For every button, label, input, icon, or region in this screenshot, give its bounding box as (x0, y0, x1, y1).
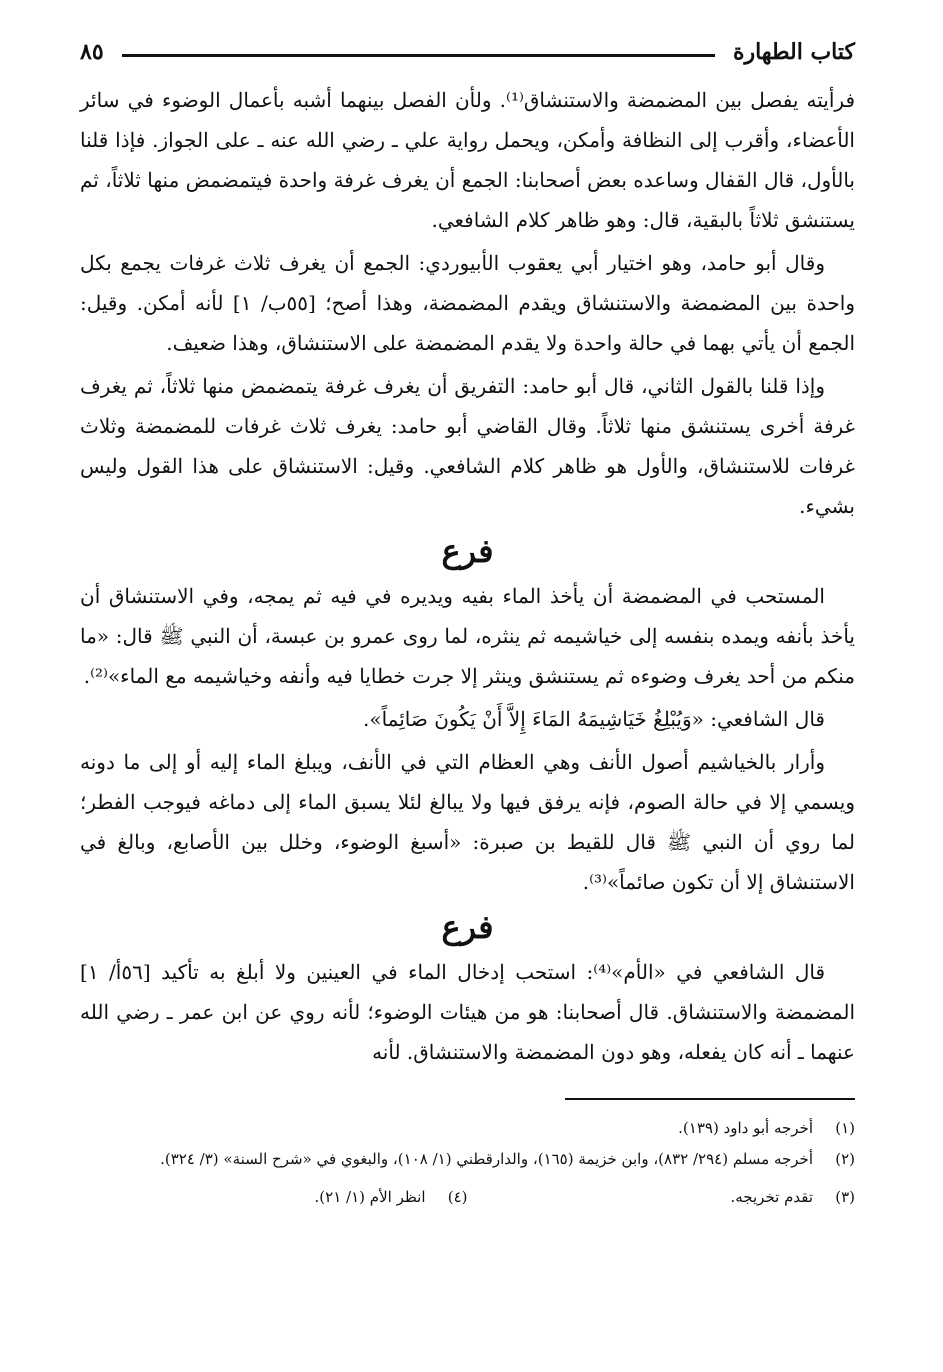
footnote (80, 1182, 468, 1212)
footnote-text: أخرجه مسلم (٢٩٤/ ٨٣٢)، وابن خزيمة (١٦٥)، والدارقطني (١/ ١٠٨)، والبغوي في «شرح السنة» (٣/ ٣٢٤). (160, 1150, 813, 1168)
body-paragraph: المستحب في المضمضة أن يأخذ الماء بفيه ويديره في فيه ثم يمجه، وفي الاستنشاق أن يأخذ بأنفه ويمده بنفسه إلى خياشيمه ثم ينثره، لما روى عمرو بن عبسة، أن النبي ﷺ قال: «ما منكم من أحد يغرف وضوءه ثم يستنشق وينثر إلا جرت خطايا فيه وأنفه وخياشيمه مع الماء»⁽²⁾. (80, 584, 855, 688)
body-paragraph: وأرار بالخياشيم أصول الأنف وهي العظام التي في الأنف، ويبلغ الماء إليه أو إلى ما دونه ويسمي إلا في حالة الصوم، فإنه يرفق فيها ولا يبالغ لئلا يسبق الماء إلى دماغه فيوجب الفطر؛ لما روي أن النبي ﷺ قال للقيط بن صبرة: «أسبغ الوضوء، وخلل بين الأصابع، وبالغ في الاستنشاق إلا أن تكون صائماً»⁽³⁾. (80, 750, 855, 894)
footnote-text: انظر الأم (١/ ٢١). (314, 1188, 426, 1206)
body-paragraph: قال الشافعي: «وَيُبْلِغُ خَيَاشِيمَهُ المَاءَ إِلاَّ أَنْ يَكُونَ صَائِماً». (362, 707, 825, 731)
footnote-rule (565, 1098, 855, 1100)
footnote-pair (80, 1182, 855, 1212)
footnote-number: (١) (835, 1119, 855, 1137)
body-paragraph: وقال أبو حامد، وهو اختيار أبي يعقوب الأبيوردي: الجمع أن يغرف ثلاث غرفات يجمع بكل واحدة بين المضمضة والاستنشاق ويقدم المضمضة، وهذا أصح؛ [٥٥ب/ ١] لأنه أمكن. وقيل: الجمع أن يأتي بهما في حالة واحدة ولا يقدم المضمضة على الاستنشاق، وهذا ضعيف. (80, 251, 855, 355)
footnote (80, 1114, 855, 1143)
section-heading: فرع (441, 908, 494, 946)
book-title: كتاب الطهارة (732, 39, 855, 65)
footnote-number: (٤) (447, 1188, 468, 1206)
page-number: ٨٥ (80, 39, 104, 65)
footnote-text: أخرجه أبو داود (١٣٩). (678, 1119, 813, 1137)
body-paragraph: فرأيته يفصل بين المضمضة والاستنشاق⁽¹⁾. ولأن الفصل بينهما أشبه بأعمال الوضوء في سائر الأعضاء، وأقرب إلى النظافة وأمكن، ويحمل رواية علي ـ رضي الله عنه ـ على الجواز. فإذا قلنا بالأول، قال القفال وساعده بعض أصحابنا: الجمع أن يغرف غرفة واحدة فيتمضمض منها ثلاثاً، ثم يستنشق ثلاثاً بالبقية، قال: وهو ظاهر كلام الشافعي. (80, 88, 856, 232)
footnote-text: تقدم تخريجه. (730, 1188, 813, 1206)
footnote (80, 1145, 855, 1174)
section-heading: فرع (441, 532, 494, 570)
body-paragraph: وإذا قلنا بالقول الثاني، قال أبو حامد: التفريق أن يغرف غرفة يتمضمض منها ثلاثاً، ثم يغرف غرفة أخرى يستنشق منها ثلاثاً. وقال القاضي أبو حامد: يغرف ثلاث غرفات للمضمضة وثلاث غرفات للاستنشاق، والأول هو ظاهر كلام الشافعي. وقيل: الاستنشاق على هذا القول وليس بشيء. (80, 374, 855, 518)
header-rule (122, 54, 715, 57)
footnote-number: (٣) (835, 1188, 855, 1206)
footnote-number: (٢) (835, 1150, 855, 1168)
running-head (80, 30, 855, 74)
footnote (468, 1182, 856, 1212)
body-paragraph: قال الشافعي في «الأم»⁽⁴⁾: استحب إدخال الماء في العينين ولا أبلغ به تأكيد [٥٦أ/ ١] المضمضة والاستنشاق. قال أصحابنا: هو من هيئات الوضوء؛ لأنه روي عن ابن عمر ـ رضي الله عنهما ـ أنه كان يفعله، وهو دون المضمضة والاستنشاق. لأنه (80, 960, 855, 1064)
